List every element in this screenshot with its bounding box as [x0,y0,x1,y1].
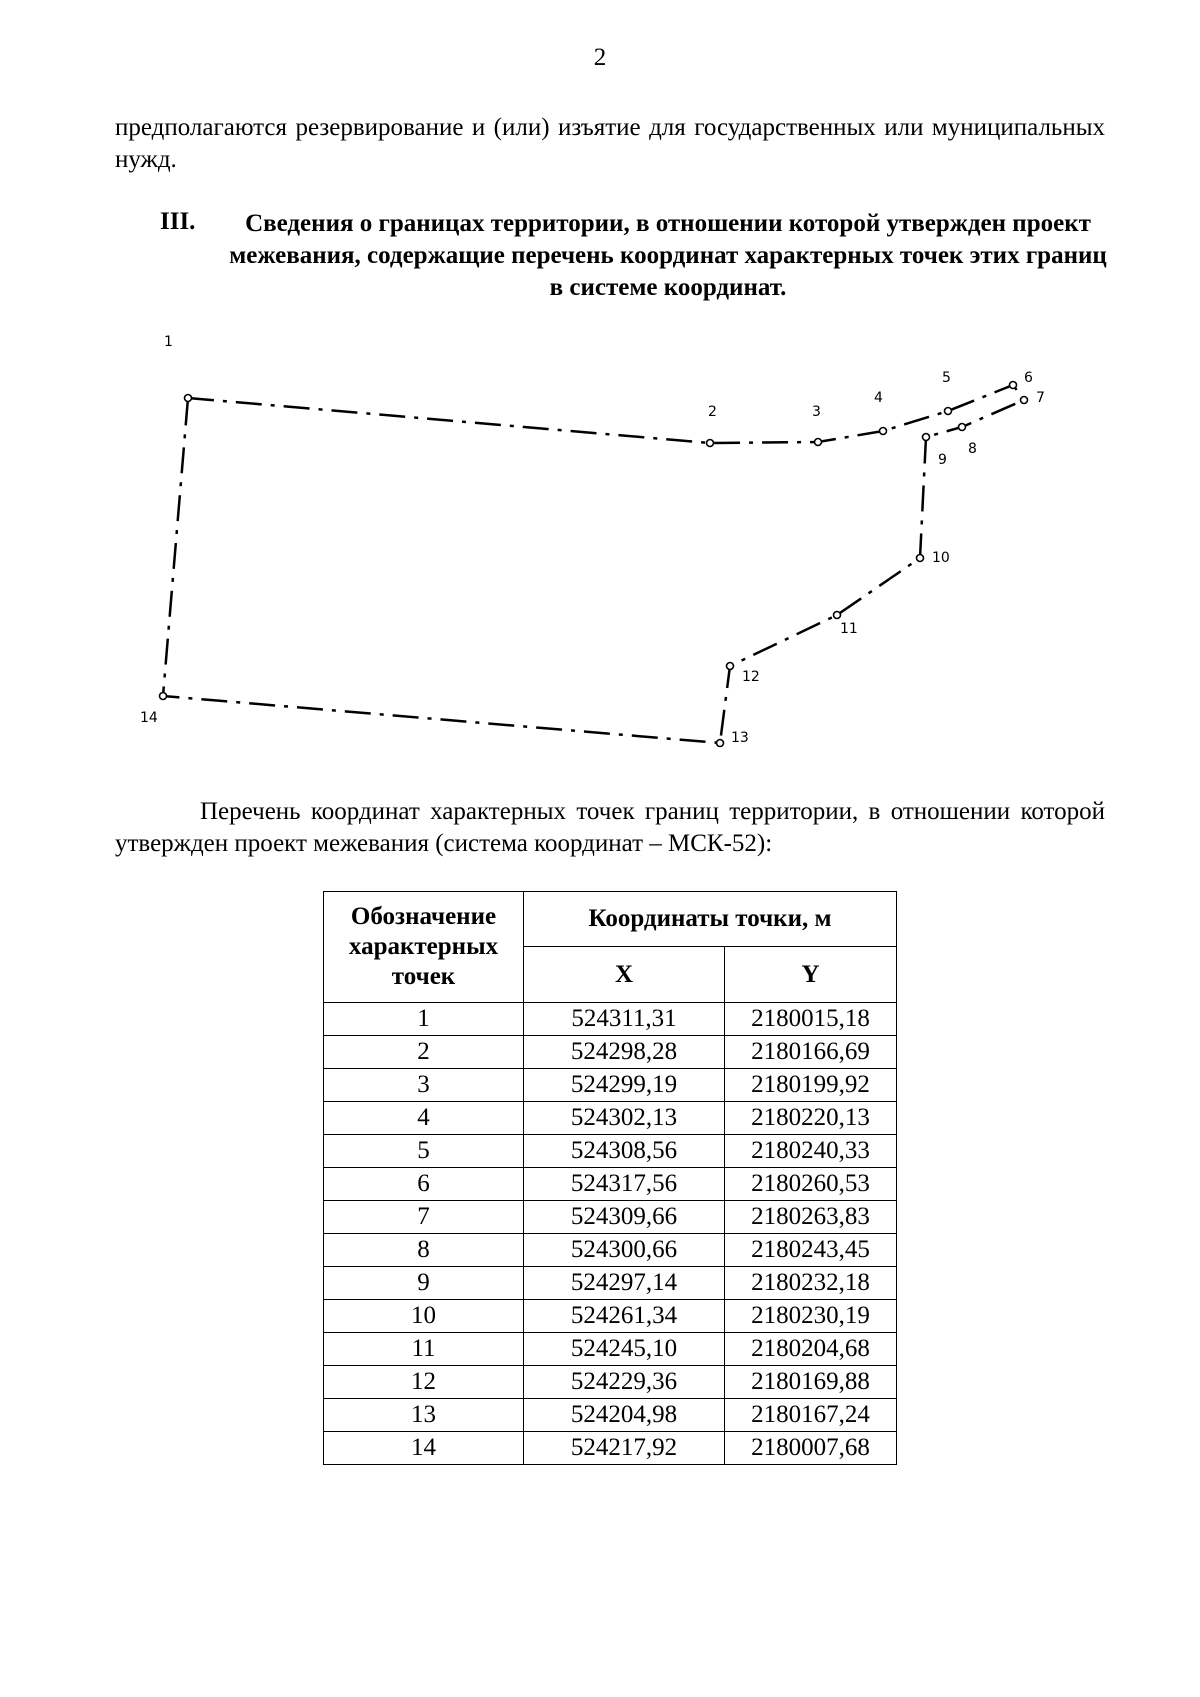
point-cell: 13 [324,1399,524,1432]
point-cell: 4 [324,1102,524,1135]
y-cell: 2180166,69 [725,1036,897,1069]
y-cell: 2180243,45 [725,1234,897,1267]
table-row [324,1102,897,1135]
point-cell: 7 [324,1201,524,1234]
boundary-point-marker [707,440,714,447]
boundary-diagram [120,334,1080,790]
boundary-point-marker [717,740,724,747]
y-column-header: Y [725,947,897,1003]
boundary-point-label: 4 [874,390,883,406]
y-cell: 2180199,92 [725,1069,897,1102]
x-cell: 524302,13 [524,1102,725,1135]
boundary-point-marker [945,408,952,415]
boundary-point-label: 9 [938,452,947,468]
table-row [324,1432,897,1465]
point-cell: 10 [324,1300,524,1333]
y-cell: 2180167,24 [725,1399,897,1432]
boundary-point-label: 13 [731,730,749,746]
table-row [324,1135,897,1168]
y-cell: 2180260,53 [725,1168,897,1201]
boundary-point-marker [880,428,887,435]
x-cell: 524217,92 [524,1432,725,1465]
x-cell: 524311,31 [524,1003,725,1036]
boundary-point-marker [923,434,930,441]
y-cell: 2180240,33 [725,1135,897,1168]
boundary-point-marker [185,395,192,402]
table-row [324,1168,897,1201]
y-cell: 2180204,68 [725,1333,897,1366]
boundary-point-marker [959,424,966,431]
x-cell: 524317,56 [524,1168,725,1201]
boundary-point-label: 5 [942,370,951,386]
point-cell: 9 [324,1267,524,1300]
boundary-point-label: 8 [968,441,977,457]
boundary-point-label: 1 [164,334,173,350]
boundary-point-marker [1021,397,1028,404]
page-number: 2 [593,44,607,71]
section-number: III. [160,208,196,235]
boundary-point-label: 10 [932,550,950,566]
table-row [324,1267,897,1300]
y-cell: 2180007,68 [725,1432,897,1465]
y-cell: 2180015,18 [725,1003,897,1036]
boundary-point-marker [160,693,167,700]
point-cell: 12 [324,1366,524,1399]
table-row [324,1366,897,1399]
point-cell: 3 [324,1069,524,1102]
boundary-point-label: 3 [812,404,821,420]
table-row [324,1300,897,1333]
boundary-outline [163,385,1024,743]
x-cell: 524261,34 [524,1300,725,1333]
x-cell: 524300,66 [524,1234,725,1267]
x-cell: 524309,66 [524,1201,725,1234]
boundary-points [140,334,1045,747]
x-cell: 524299,19 [524,1069,725,1102]
intro-paragraph: предполагаются резервирование и (или) изъятие для государственных или муниципальных нужд. [115,114,1105,173]
y-cell: 2180232,18 [725,1267,897,1300]
boundary-point-label: 6 [1024,370,1033,386]
point-cell: 2 [324,1036,524,1069]
table-row [324,1333,897,1366]
boundary-point-marker [815,439,822,446]
table-row [324,1201,897,1234]
point-cell: 14 [324,1432,524,1465]
coordinates-table [323,891,897,1465]
point-cell: 8 [324,1234,524,1267]
table-row [324,1036,897,1069]
coordinates-header: Координаты точки, м [524,892,897,947]
y-cell: 2180220,13 [725,1102,897,1135]
point-cell: 6 [324,1168,524,1201]
table-row [324,1003,897,1036]
point-cell: 5 [324,1135,524,1168]
y-cell: 2180169,88 [725,1366,897,1399]
boundary-point-label: 14 [140,710,158,726]
y-cell: 2180230,19 [725,1300,897,1333]
boundary-point-marker [917,555,924,562]
coordinates-caption: Перечень координат характерных точек границ территории, в отношении которой утвержден проект межевания (система координат – МСК-52): [115,798,1105,857]
x-cell: 524297,14 [524,1267,725,1300]
boundary-point-marker [834,612,841,619]
x-cell: 524298,28 [524,1036,725,1069]
boundary-point-marker [1010,382,1017,389]
section-title: Сведения о границах территории, в отношении которой утвержден проект межевания, содержащие перечень координат характерных точек этих границ в системе координат. [229,210,1107,301]
boundary-point-label: 12 [742,669,760,685]
y-cell: 2180263,83 [725,1201,897,1234]
table-row [324,1234,897,1267]
boundary-point-label: 7 [1036,390,1045,406]
x-cell: 524204,98 [524,1399,725,1432]
x-cell: 524245,10 [524,1333,725,1366]
boundary-point-label: 2 [708,404,717,420]
point-cell: 11 [324,1333,524,1366]
table-row [324,1069,897,1102]
boundary-point-marker [727,663,734,670]
point-cell: 1 [324,1003,524,1036]
x-cell: 524229,36 [524,1366,725,1399]
table-row [324,1399,897,1432]
boundary-point-label: 11 [840,621,858,637]
x-cell: 524308,56 [524,1135,725,1168]
designation-header: Обозначение характерных точек [324,892,524,1003]
x-column-header: X [524,947,725,1003]
